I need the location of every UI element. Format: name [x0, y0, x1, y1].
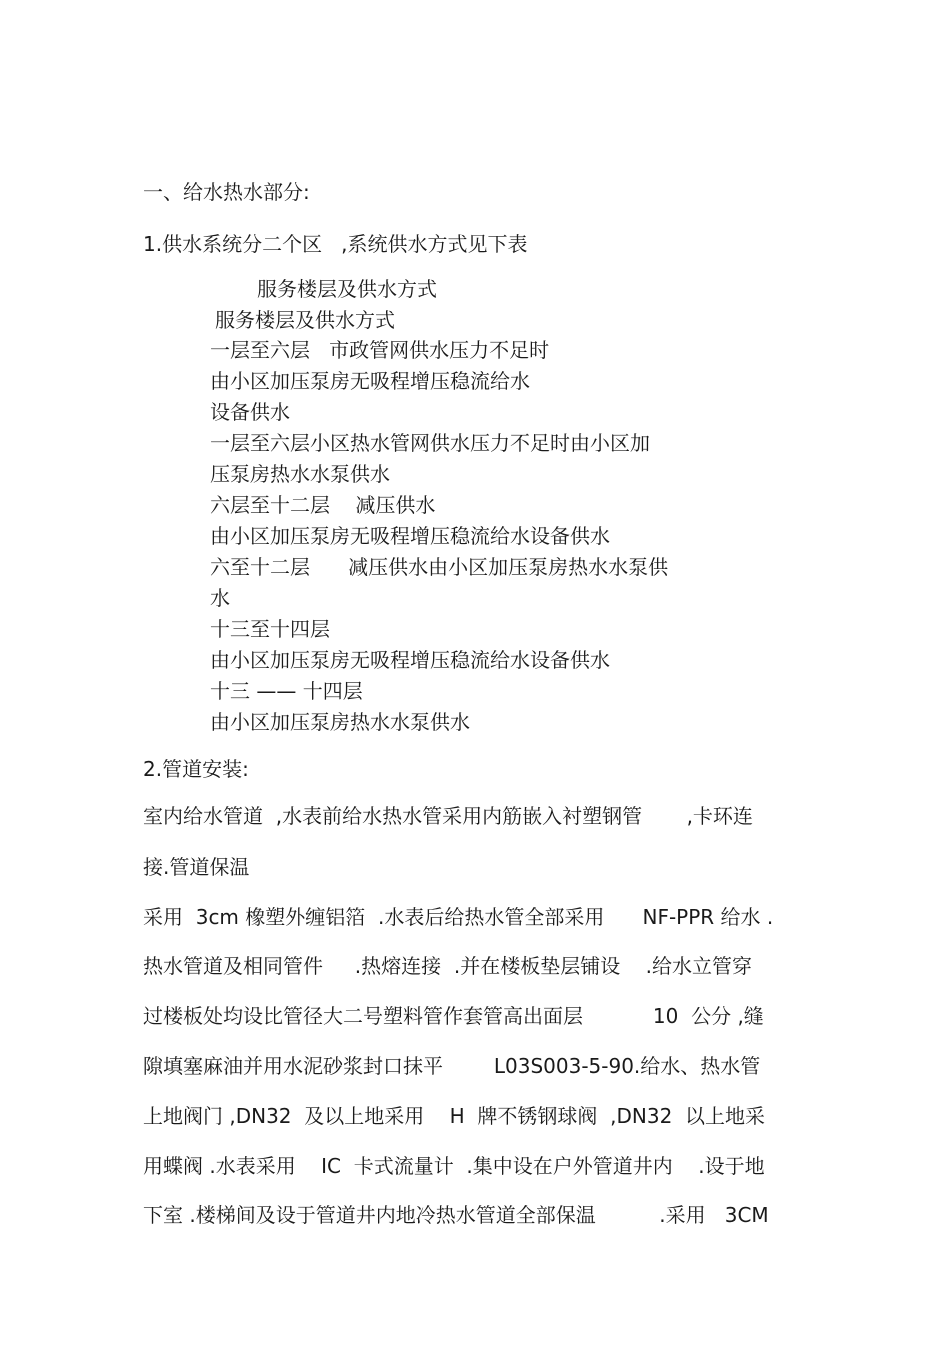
table-line: 由小区加压泵房热水水泵供水 — [210, 710, 470, 734]
table-line: 服务楼层及供水方式 — [215, 308, 395, 332]
table-line: 十三 —— 十四层 — [210, 679, 363, 703]
table-line: 水 — [210, 586, 230, 610]
paragraph-line: 下室 .楼梯间及设于管道井内地冷热水管道全部保温 .采用 3CM — [143, 1203, 769, 1227]
table-line: 一层至六层小区热水管网供水压力不足时由小区加 — [210, 431, 650, 455]
table-line: 一层至六层 市政管网供水压力不足时 — [210, 338, 550, 362]
paragraph-line: 采用 3cm 橡塑外缠铝箔 .水表后给热水管全部采用 NF-PPR 给水 . — [143, 905, 774, 929]
table-line: 压泵房热水水泵供水 — [210, 462, 390, 486]
paragraph-line: 接.管道保温 — [143, 855, 250, 879]
table-line: 由小区加压泵房无吸程增压稳流给水设备供水 — [210, 648, 610, 672]
paragraph-line: 隙填塞麻油并用水泥砂浆封口抹平 L03S003-5-90.给水、热水管 — [143, 1054, 761, 1078]
table-line: 由小区加压泵房无吸程增压稳流给水 — [210, 369, 530, 393]
table-line: 六至十二层 减压供水由小区加压泵房热水水泵供 — [210, 555, 669, 579]
table-line: 设备供水 — [210, 400, 290, 424]
table-line: 由小区加压泵房无吸程增压稳流给水设备供水 — [210, 524, 610, 548]
paragraph-line: 过楼板处均设比管径大二号塑料管作套管高出面层 10 公分 ,缝 — [143, 1004, 764, 1028]
paragraph-line: 热水管道及相同管件 .热熔连接 .并在楼板垫层铺设 .给水立管穿 — [143, 954, 753, 978]
item1-heading: 1.供水系统分二个区 ,系统供水方式见下表 — [143, 232, 528, 256]
paragraph-line: 室内给水管道 ,水表前给水热水管采用内筋嵌入衬塑钢管 ,卡环连 — [143, 804, 753, 828]
table-line: 六层至十二层 减压供水 — [210, 493, 436, 517]
section-heading: 一、给水热水部分: — [143, 180, 310, 204]
item2-heading: 2.管道安装: — [143, 757, 249, 781]
table-line: 十三至十四层 — [210, 617, 330, 641]
paragraph-line: 用蝶阀 .水表采用 IC 卡式流量计 .集中设在户外管道井内 .设于地 — [143, 1154, 765, 1178]
paragraph-line: 上地阀门 ,DN32 及以上地采用 H 牌不锈钢球阀 ,DN32 以上地采 — [143, 1104, 766, 1128]
table-title: 服务楼层及供水方式 — [257, 277, 437, 301]
